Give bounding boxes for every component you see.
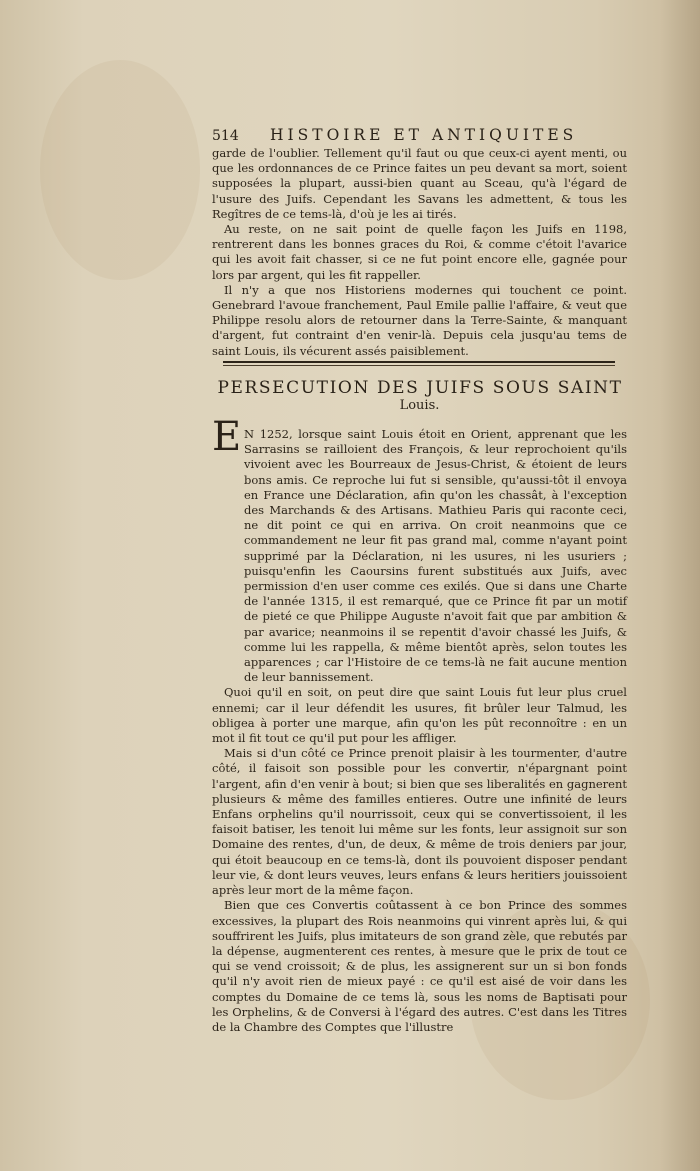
running-header — [212, 126, 627, 146]
section-title: PERSECUTION DES JUIFS SOUS SAINT — [217, 378, 623, 398]
main-text-block — [212, 427, 627, 1035]
paragraph: Quoi qu'il en soit, on peut dire que saint Louis fut leur plus cruel ennemi; car il leur défendit les usures, fit brûler leur Talmud, les obligea à porter une marque, afin qu'on les pût reconnoître : en un mot il fit tout ce qu'il put pour les affliger. — [212, 685, 627, 746]
section-subtitle: Louis. — [399, 398, 440, 413]
paragraph: Il n'y a que nos Historiens modernes qui touchent ce point. Genebrard l'avoue franchement, Paul Emile pallie l'affaire, & veut que Philippe resolu alors de retourner dans la Terre-Sainte, & manquant d'argent, fut contraint d'en venir-là. Depuis cela jusqu'au tems de saint Louis, ils vécurent assés paisiblement. — [212, 282, 627, 358]
page-number: 514 — [212, 128, 239, 144]
paragraph: Bien que ces Convertis coûtassent à ce bon Prince des sommes excessives, la plupart des Rois neanmoins qui vinrent après lui, & qui souffrirent les Juifs, plus imitateurs de son grand zèle, que rebutés par la dépense, augmenterent ces rentes, à mesure que le prix de tout ce qui se vend croissoit; & de plus, les assignerent sur un si bon fonds qu'il n'y avoit rien de mieux payé : ce qu'il est aisé de voir dans les comptes du Domaine de ce tems là, sous les noms de Baptisati pour les Orphelins, & de Conversi à l'égard des autres. C'est dans les Titres de la Chambre des Comptes que l'illustre — [212, 898, 627, 1034]
spine-shadow — [660, 0, 700, 1171]
paragraph: Mais si d'un côté ce Prince prenoit plaisir à les tourmenter, d'autre côté, il faisoit son possible pour les convertir, n'épargnant point l'argent, afin d'en venir à bout; si bien que ses liberalités en gagnerent plusieurs & même des familles entieres. Outre une infinité de leurs Enfans orphelins qu'il nourrissoit, ceux qui se convertissoient, il les faisoit batiser, les tenoit lui même sur les fonts, leur assignoit sur son Domaine des rentes, d'un, de deux, & même de trois deniers par jour, qui étoit beaucoup en ce tems-là, dont ils pouvoient disposer pendant leur vie, & dont leurs veuves, leurs enfans & leurs heritiers jouissoient après leur mort de la même façon. — [212, 746, 627, 898]
drop-cap: E — [212, 414, 242, 460]
paragraph: garde de l'oublier. Tellement qu'il faut ou que ceux-ci ayent menti, ou que les ordonnances de ce Prince faites un peu devant sa mort, soient supposées la plupart, aussi-bien quant au Sceau, qu'à l'égard de l'usure des Juifs. Cependant les Savans les admettent, & tous les Regîtres de ce tems-là, d'où je les ai tirés. — [212, 146, 627, 221]
section-rule — [223, 361, 615, 363]
section-rule-thin — [223, 365, 615, 366]
paper-stain — [40, 60, 200, 280]
paragraph: Au reste, on ne sait point de quelle façon les Juifs en 1198, rentrerent dans les bonnes graces du Roi, & comme c'étoit l'avarice qui les avoit fait chasser, si ce ne fut point encore elle, gagnée pour lors par argent, qui les fit rappeller. — [212, 222, 627, 282]
top-text-block — [212, 146, 627, 359]
running-title: HISTOIRE ET ANTIQUITES — [270, 126, 578, 144]
paragraph: N 1252, lorsque saint Louis étoit en Orient, apprenant que les Sarrasins se railloient des François, & leur reprochoient qu'ils vivoient avec les Bourreaux de Jesus-Christ, & étoient de leurs bons amis. Ce reproche lui fut si sensible, qu'aussi-tôt il envoya en France une Déclaration, afin qu'on les chassât, à l'exception des Marchands & des Artisans. Mathieu Paris qui raconte ceci, ne dit point ce qui en arriva. On croit neanmoins que ce commandement ne leur fit pas grand mal, comme n'ayant point supprimé par la Déclaration, ni les usures, ni les usuriers ; puisqu'enfin les Caoursins furent substitués aux Juifs, avec permission d'en user comme ces exilés. Que si dans une Charte de l'année 1315, il est remarqué, que ce Prince fit par un motif de pieté ce que Philippe Auguste n'avoit fait que par ambition & par avarice; neanmoins il se repentit d'avoir chassé les Juifs, & comme lui les rappella, & même bientôt après, selon toutes les apparences ; car l'Histoire de ce tems-là ne fait aucune mention de leur bannissement. — [244, 427, 627, 685]
